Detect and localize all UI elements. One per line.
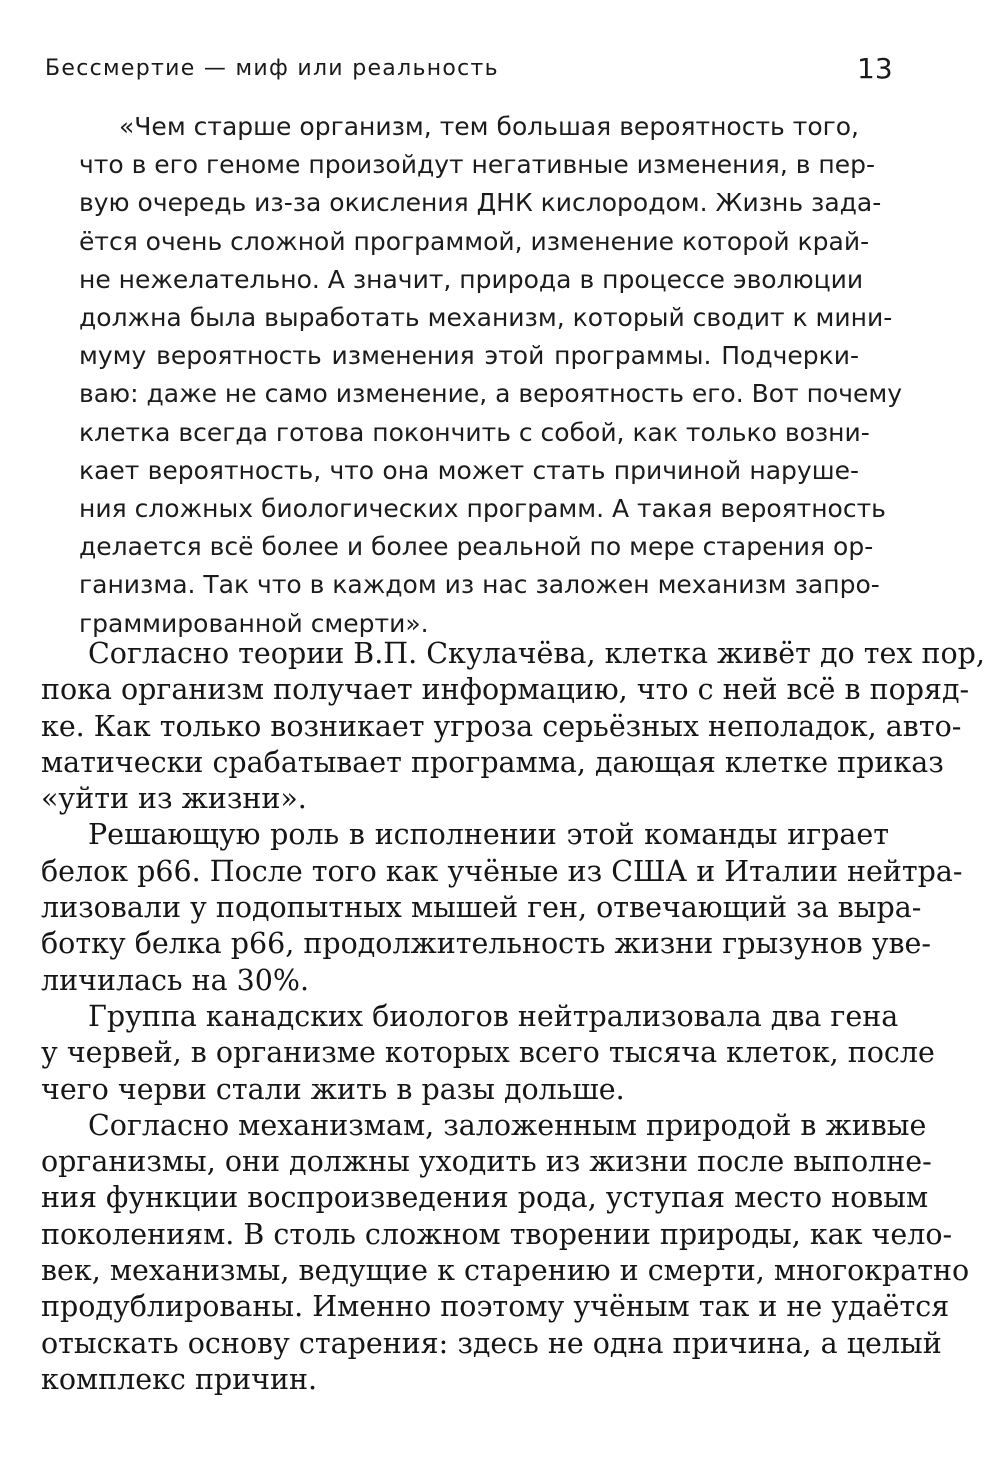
quote-line: клетка всегда готова покончить с собой, как только возни- [79, 417, 870, 447]
quote-block [79, 108, 903, 643]
quote-line: ваю: даже не само изменение, а вероятность его. Вот почему [79, 379, 903, 409]
paragraph-line: пока организм получает информацию, что с ней всё в поряд- [41, 673, 970, 707]
paragraph-line: белок p66. После того как учёные из США и Италии нейтра- [41, 854, 963, 888]
page-number: 13 [857, 52, 893, 85]
paragraph [41, 636, 985, 817]
paragraph-line: чего черви стали жить в разы дольше. [41, 1072, 625, 1106]
paragraph [41, 999, 935, 1108]
quote-line: что в его геноме произойдут негативные изменения, в пер- [79, 150, 876, 180]
quote-line: ния сложных биологических программ. А такая вероятность [79, 494, 886, 524]
paragraph-line: ботку белка p66, продолжительность жизни грызунов уве- [41, 927, 932, 961]
paragraph-line: Согласно механизмам, заложенным природой в живые [88, 1108, 927, 1142]
running-title: Бессмертие — миф или реальность [45, 56, 499, 81]
paragraph-line: личилась на 30%. [41, 963, 310, 997]
paragraph-line: век, механизмы, ведущие к старению и смерти, многократно [41, 1254, 970, 1288]
paragraph-line: «уйти из жизни». [41, 782, 307, 816]
quote-line: муму вероятность изменения этой программы. Подчерки- [79, 341, 859, 371]
paragraph-line: ния функции воспроизведения рода, уступая место новым [41, 1181, 929, 1215]
body-text [41, 636, 985, 1398]
paragraph-line: организмы, они должны уходить из жизни после выполне- [41, 1145, 932, 1179]
quote-line: ганизма. Так что в каждом из нас заложен механизм запро- [79, 570, 880, 600]
quote-line: вую очередь из-за окисления ДНК кислородом. Жизнь зада- [79, 188, 882, 218]
paragraph [41, 817, 963, 998]
paragraph-line: лизовали у подопытных мышей ген, отвечающий за выра- [41, 891, 922, 925]
paragraph-line: у червей, в организме которых всего тысяча клеток, после [41, 1036, 935, 1070]
paragraph-line: матически срабатывает программа, дающая клетке приказ [41, 745, 944, 779]
paragraph [41, 1108, 970, 1398]
quote-line: не нежелательно. А значит, природа в процессе эволюции [79, 264, 864, 294]
paragraph-line: Группа канадских биологов нейтрализовала два гена [88, 999, 899, 1033]
quote-line: должна была выработать механизм, который сводит к мини- [79, 303, 893, 333]
paragraph-line: поколениям. В столь сложном творении природы, как чело- [41, 1217, 953, 1251]
paragraph-line: продублированы. Именно поэтому учёным так и не удаётся [41, 1290, 950, 1324]
paragraph-line: комплекс причин. [41, 1362, 318, 1396]
quote-line: «Чем старше организм, тем большая вероятность того, [119, 112, 859, 141]
paragraph-line: отыскать основу старения: здесь не одна причина, а целый [41, 1326, 942, 1360]
quote-line: делается всё более и более реальной по мере старения ор- [79, 532, 874, 562]
paragraph-line: ке. Как только возникает угроза серьёзных неполадок, авто- [41, 709, 962, 743]
paragraph-line: Согласно теории В.П. Скулачёва, клетка живёт до тех пор, [88, 637, 985, 670]
paragraph-line: Решающую роль в исполнении этой команды играет [88, 818, 889, 852]
quote-line: кает вероятность, что она может стать причиной наруше- [79, 455, 859, 485]
quote-line: граммированной смерти». [79, 608, 429, 638]
quote-line: ётся очень сложной программой, изменение которой край- [79, 226, 870, 256]
